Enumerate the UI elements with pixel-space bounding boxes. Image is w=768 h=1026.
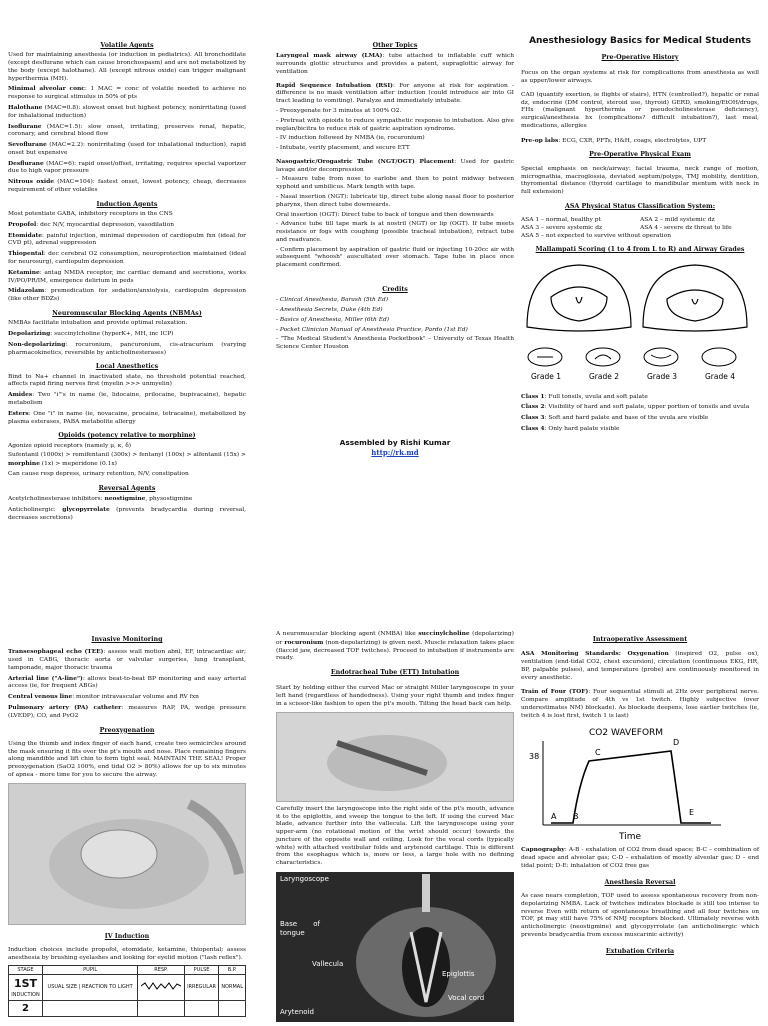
isoflurane: Isoflurane (MAC=1.5): slow onset, irritating, preserves renal, hepatic, coronary, and cerebral blood flow xyxy=(8,122,246,138)
ngt-step-3: Oral insertion (OGT): Direct tube to back of tongue and then downwards xyxy=(276,211,494,218)
assembled-by: Assembled by Rishi Kumar xyxy=(339,438,451,448)
mac-def: Minimal alveolar conc: 1 MAC = conc of volatile needed to achieve no response to surgical stimulus in 50% of pts xyxy=(8,85,246,101)
label-arytenoid: Arytenoid xyxy=(280,1008,314,1017)
heading-opioids: Opioids (potency relative to morphine) xyxy=(58,432,196,440)
rsi-step-3: - IV induction followed by NMBA (ie, rocuronium) xyxy=(276,135,425,142)
heading-other-topics: Other Topics xyxy=(372,42,418,49)
ngt-step-1: - Measure tube from nose to earlobe and then to point midway between xyphoid and umbilicus. Mark length with tape. xyxy=(276,176,514,191)
anticholinergic: Anticholinergic: glycopyrrolate (prevents bradycardia during reversal, decreases secretions) xyxy=(8,505,246,521)
heading-reversal-agents: Reversal Agents xyxy=(98,484,156,492)
column-intraop xyxy=(521,630,759,958)
train-of-four: Train of Four (TOF): Four sequential stimuli at 2Hz over peripheral nerve. Compare amplitude of 4th vs 1st twitch. Highly subjective (over underestimates NM) blockade). As blockade deepens, lose earlier twitches (ie, twitch 4 is lost first, twitch 1 is last) xyxy=(521,688,759,719)
pupil-cell: USUAL SIZE | REACTION TO LIGHT xyxy=(42,975,137,1001)
grade-label: Grade 4 xyxy=(705,371,736,381)
grade-label: Grade 2 xyxy=(589,371,620,381)
co2-time-label: Time xyxy=(619,831,642,842)
heading-ett: Endotracheal Tube (ETT) Intubation xyxy=(330,669,460,677)
opioid-receptors: Agonize opioid receptors (namely μ, κ, δ) xyxy=(8,442,132,449)
ett-step-2: Carefully insert the laryngoscope into the right side of the pt's mouth, advance it to the epiglottis, and sweep the tongue to the left. If using the curved Mac blade, advance further into the vallecula. Lift the laryngoscope using your upper-arm (no rotational motion of the wrist should occur) towards the juncture of the opposite wall and ceiling. Look for the vocal cords (typically white) with attached vestibular folds and arytenoid cartilage. This is different from the esophagus which is, more or less, a large hole with no defining characteristics. xyxy=(276,805,514,867)
ngt-step-4: - Advance tube till tape mark is at nostril (NGT) or lip (OGT). If tube meets resistance or fogs with coughing (possible tracheal intubation), retract tube and readvance. xyxy=(276,221,514,243)
ngt: Nasogastric/Orogastric Tube (NGT/OGT) Placement: Used for gastric lavage and/or decompression xyxy=(276,157,514,173)
credit-2: - Anesthesia Secrets, Duke (4th Ed) xyxy=(276,307,383,314)
propofol: Propofol: dec N/V, myocardial depression, vasodilation xyxy=(8,220,175,228)
label-vallecula: Vallecula xyxy=(312,960,344,969)
ngt-step-2: - Nasal insertion (NGT): lubricate tip, direct tube along nasal floor to posterior pharynx, then direct tube downwards. xyxy=(276,194,514,208)
stage-1: 1ST INDUCTION xyxy=(9,975,43,1001)
amides: Amides: Two "i"'s in name (ie, lidocaine, prilocaine, bupivacaine), hepatic metabolism xyxy=(8,391,246,406)
opioid-potency: Sufentanil (1000x) > remifentanil (300x) > fentanyl (100x) > alfentanil (15x) > morphine (1x) > meperidone (0.1x) xyxy=(8,452,246,468)
induction-intro: Most potentiate GABA, inhibitory receptors in the CNS xyxy=(8,211,173,218)
capnography: Capnography: A-B - exhalation of CO2 from dead space; B-C – combination of dead space and alveolar gas; C-D – exhalation of mostly alveolar gas; D – end tidal point; D-E: inhalation of CO2 free gas xyxy=(521,846,759,869)
heading-volatile-agents: Volatile Agents xyxy=(100,42,154,49)
la-intro: Bind to Na+ channel in inactivated state, no threshold potential reached, affects rapid firing nerves first (myelin >>> unmyelin) xyxy=(8,373,246,388)
ett-step-1: Start by holding either the curved Mac or straight Miller laryngoscope in your left hand (regardless of handedness). Using your right thumb and index finger in a scissor-like fashion to open the pt's mouth. Tilting the head back can help. xyxy=(276,685,514,707)
volatile-intro: Used for maintaining anesthesia (or induction in pediatrics). All bronchodilate (except desflurane which can cause bronchospasm) and are not metabolized by the body (except halothane). All (except nitrous oxide) can trigger malignant hyperthermia (MH). xyxy=(8,52,246,82)
central-line: Central venous line: monitor intravascular volume and RV fxn xyxy=(8,693,199,701)
resp-cell xyxy=(138,975,184,1001)
depolarizing: Depolarizing: succinylcholine (hyperK+, MH, inc ICP) xyxy=(8,329,174,337)
asa-2: ASA 2 – mild systemic dz xyxy=(640,217,715,224)
rsi-step-1: - Preoxygenate for 3 minutes at 100% O2. xyxy=(276,107,402,114)
reversal-text: As case nears completion, TOF used to assess spontaneous recovery from non-depolarizing NMBA. Lack of twitches indicates blockade is still too intense to reverse Even with return of spontaneous breathing and all four twitches on TOF, pt may still have 75% of NMJ receptors blocked. Ultimately reverse with anticholinergic (neostigmine) and glycopyrrolate (an anticholinergic which prevents bradycardia from excess muscarinic activity) xyxy=(521,892,759,938)
arterial-line: Arterial line ("A-line"): allows beat-to-beat BP monitoring and easy arterial access (ie, for frequent ABGs) xyxy=(8,674,246,690)
co2-point-e: E xyxy=(689,807,695,817)
nitrous-oxide: Nitrous oxide (MAC=104): fastest onset, lowest potency, cheap, decreases requirement of other volatiles xyxy=(8,178,246,194)
author-link[interactable]: http://rk.md xyxy=(371,447,419,457)
laryngoscope-photo xyxy=(276,712,514,802)
midazolam: Midazolam: premedication for sedation/anxiolysis, cardiopulm depression (like other BDZs) xyxy=(8,287,246,303)
asa-list xyxy=(521,217,759,240)
rsi: Rapid Sequence Intubation (RSI): For anyone at risk for aspiration - difference is no mask ventilation after induction (could introduce air into GI tract leading to vomiting). Paralyze and immediately intubate. xyxy=(276,81,514,105)
heading-preop-history: Pre-Operative History xyxy=(601,53,679,61)
page-title: Anesthesiology Basics for Medical Students xyxy=(529,36,751,46)
laryngoscope-icon xyxy=(277,713,513,801)
thiopental: Thiopental: dec cerebral O2 consumption, neuroprotection maintained (ideal for neurosurg), cardiopulm depression xyxy=(8,250,246,265)
column-volatile-induction xyxy=(8,36,246,524)
column-other-topics xyxy=(276,36,514,457)
heading-credits: Credits xyxy=(382,286,408,294)
etomidate: Etomidate: painful injection, minimal depression of cardiopulm fxn (ideal for CVD pt), adrenal suppression xyxy=(8,231,246,247)
grade-label: Grade 3 xyxy=(647,371,678,381)
mallampati-class-2-text: Class 2: Visibility of hard and soft palate, upper portion of tonsils and uvula xyxy=(521,403,750,411)
label-vocal-cord: Vocal cord xyxy=(448,994,485,1003)
preop-focus: Focus on the organ systems at risk for complications from anesthesia as well as upper/lower airways. xyxy=(521,70,759,84)
preop-history-list: CAD (quantify exertion, ie flights of stairs), HTN (controlled?), hepatic or renal dz, endocrine (DM control, steroid use, thyroid) GERD, smoking/EtOH/drugs, FHx (malignant hyperthermia or pseudocholinesterase deficiency), surgical/anesthesia hx (complications? difficult intubation?), last meal, medications, allergies xyxy=(521,91,759,129)
resp-wave-icon xyxy=(141,981,181,991)
pa-catheter: Pulmonary artery (PA) catheter: measures RAP, PA, wedge pressure (LVEDP), CO, and PvO2 xyxy=(8,703,246,719)
sevoflurane: Sevoflurane (MAC=2.2): nonirritating (used for inhalational induction), rapid onset but expensive xyxy=(8,141,246,156)
heading-iv-induction: IV Induction xyxy=(104,932,150,940)
co2-waveform-chart xyxy=(521,723,759,843)
opioid-effects: Can cause resp depress, urinary retention, N/V, constipation xyxy=(8,470,189,477)
non-depolarizing: Non-depolarizing: rocuronium, pancuronium, cis-atracurium (varying pharmacokinetics, reversible by anticholinesterases) xyxy=(8,340,246,356)
heading-mallampati: Mallampati Scoring (1 to 4 from L to R) and Airway Grades xyxy=(535,246,745,254)
rsi-step-2: - Pretreat with opioids to reduce sympathetic response to intubation. Also give reglan/bicitra to reduce risk of gastric aspiration syndrome. xyxy=(276,117,514,132)
asa-1: ASA 1 – normal, healthy pt xyxy=(521,217,601,224)
iv-induction-text: Induction choices include propofol, etomidate, ketamine, thiopental; assess anesthesia by brushing eyelashes and looking for eyelid motion ("lash reflex"). xyxy=(8,947,246,961)
nmba-intro: NMBAs facilitate intubation and provide optimal relaxation. xyxy=(8,320,188,327)
stage-col: PULSE xyxy=(184,965,219,975)
credit-4: - Pocket Clinician Manual of Anesthesia Practice, Pardo (1st Ed) xyxy=(276,326,468,333)
tee: Transesophageal echo (TEE): assess wall motion abnl, EF, intracardiac air; used in CABG, thoracic aorta or valvular surgeries, lung transplant, tamponade, major thoracic trauma xyxy=(8,648,246,671)
heading-induction-agents: Induction Agents xyxy=(96,200,158,208)
co2-point-d: D xyxy=(673,737,680,747)
credit-5: - "The Medical Student's Anesthesia Pocketbook" – University of Texas Health Science Center Houston xyxy=(276,336,514,351)
heading-local-anesthetics: Local Anesthetics xyxy=(95,363,159,371)
co2-point-c: C xyxy=(595,747,601,757)
lma: Laryngeal mask airway (LMA): tube attached to inflatable cuff which surrounds glottic structures and provides a patent, supraglottic airway for ventilation xyxy=(276,52,514,75)
label-base-of-tongue: Base of tongue xyxy=(280,920,320,938)
stage-col: STAGE xyxy=(9,965,43,975)
co2-point-a: A xyxy=(551,811,557,821)
mallampati-class-2 xyxy=(643,265,747,331)
preoxygenation-text: Using the thumb and index finger of each hand, create two semicircles around the mask ensuring it fits over the pt's mouth and nose. Place remaining fingers along mandible and lift chin to form tight seal. MAINTAIN THE SEAL! Proper preoxygenation (SaO2 100%, end tidal O2 > 80%) allows for up to six minutes of apnea - more time for you to secure the airway. xyxy=(8,740,246,778)
mallampati-class-4-text: Class 4: Only hard palate visible xyxy=(521,424,620,432)
esters: Esters: One "i" in name (ie, novacaine, procaine, tetracaine), metabolized by plasma esterases, PABA metabolite allergy xyxy=(8,409,246,425)
column-preop xyxy=(521,36,759,436)
desflurane: Desflurane (MAC=6): rapid onset/offset, irritating, requires special vaporizer due to high vapor pressure xyxy=(8,159,246,175)
heading-preop-exam: Pre-Operative Physical Exam xyxy=(589,151,691,159)
asa-4: ASA 4 - severe dz threat to life xyxy=(640,224,732,231)
label-laryngoscope: Laryngoscope xyxy=(280,875,329,884)
stage-2: 2 xyxy=(9,1001,43,1017)
mask-hand-icon xyxy=(9,784,245,924)
co2-y-label: 38 xyxy=(529,751,540,761)
preop-exam-text: Special emphasis on neck/airway: facial trauma, neck range of motion, micrognathia, macroglossia, deviated septum/polyps, TMJ mobility, dentition, thyromental distance (thyroid cartilage to mandibular mentum with neck in full extension) xyxy=(521,165,759,196)
bp-cell: NORMAL xyxy=(219,975,246,1001)
column-intubation xyxy=(276,630,514,1022)
heading-asa: ASA Physical Status Classification System: xyxy=(564,202,716,210)
asa-monitoring-standards: ASA Monitoring Standards: Oxygenation (inspired O2, pulse ox), ventilation (end-tidal CO2, chest excursion), circulation (continuous EKG, HR, BP, palpable pulses), and temperature (probe) are continuously monitored in every anesthetic. xyxy=(521,650,759,681)
preoxygenation-photo xyxy=(8,783,246,925)
credit-1: - Clinical Anesthesia, Barash (5th Ed) xyxy=(276,297,389,304)
heading-anesthesia-reversal: Anesthesia Reversal xyxy=(604,878,676,886)
grade-icons xyxy=(528,348,736,366)
nmba-step: A neuromuscular blocking agent (NMBA) like succinylcholine (depolarizing) or rocuronium (non-depolarizing) is given next. Muscle relaxation takes place (flaccid jaw, decreased TOF twitches). Proceed to intubation if instruments are ready. xyxy=(276,630,514,662)
grade-label: Grade 1 xyxy=(531,371,562,381)
stage-col: RESP. xyxy=(138,965,184,975)
heading-nmba: Neuromuscular Blocking Agents (NBMAs) xyxy=(52,309,202,317)
asa-5: ASA 5 – not expected to survive without operation xyxy=(521,232,672,239)
ketamine: Ketamine: antag NMDA receptor, inc cardiac demand and secretions, works IV/PO/PR/IM, emergence delirium in peds xyxy=(8,268,246,284)
mallampati-class-3-text: Class 3: Soft and hard palate and base of the uvula are visible xyxy=(521,414,709,422)
ache-inhibitors: Acetylcholinesterase inhibitors: neostigmine, physostigmine xyxy=(8,495,193,503)
heading-intraop: Intraoperative Assessment xyxy=(592,636,688,643)
co2-point-b: B xyxy=(573,811,579,821)
co2-title: CO2 WAVEFORM xyxy=(589,727,664,738)
credit-3: - Basics of Anesthesia, Miller (6th Ed) xyxy=(276,316,390,323)
halothane: Halothane (MAC=0.8): slowest onset but highest potency, nonirritating (used for inhalational induction) xyxy=(8,103,246,119)
pulse-cell: IRREGULAR xyxy=(184,975,219,1001)
mallampati-class-1-text: Class 1: Full tonsils, uvula and soft palate xyxy=(521,392,648,400)
glottis-photo xyxy=(276,872,514,1022)
asa-3: ASA 3 – severe systemic dz xyxy=(521,224,603,231)
mallampati-class-1 xyxy=(527,265,631,331)
mallampati-diagram xyxy=(521,257,759,389)
ngt-step-5: - Confirm placement by aspiration of gastric fluid or injecting 10-20cc air with subsequent "whoosh" auscultated over stomach. Tape tube in place once placement confirmed. xyxy=(276,246,514,269)
preop-labs: Pre-op labs: ECG, CXR, PFTs, H&H, coags, electrolytes, UPT xyxy=(521,136,707,144)
anesthesia-stage-table xyxy=(8,965,246,1018)
label-epiglottis: Epiglottis xyxy=(442,970,475,979)
rsi-step-4: - Intubate, verify placement, and secure ETT xyxy=(276,145,410,152)
column-monitoring xyxy=(8,630,246,1017)
stage-col: B.P. xyxy=(219,965,246,975)
heading-invasive-monitoring: Invasive Monitoring xyxy=(91,636,163,643)
heading-extubation: Extubation Criteria xyxy=(605,947,675,955)
heading-preoxygenation: Preoxygenation xyxy=(99,726,155,734)
stage-col: PUPIL xyxy=(42,965,137,975)
